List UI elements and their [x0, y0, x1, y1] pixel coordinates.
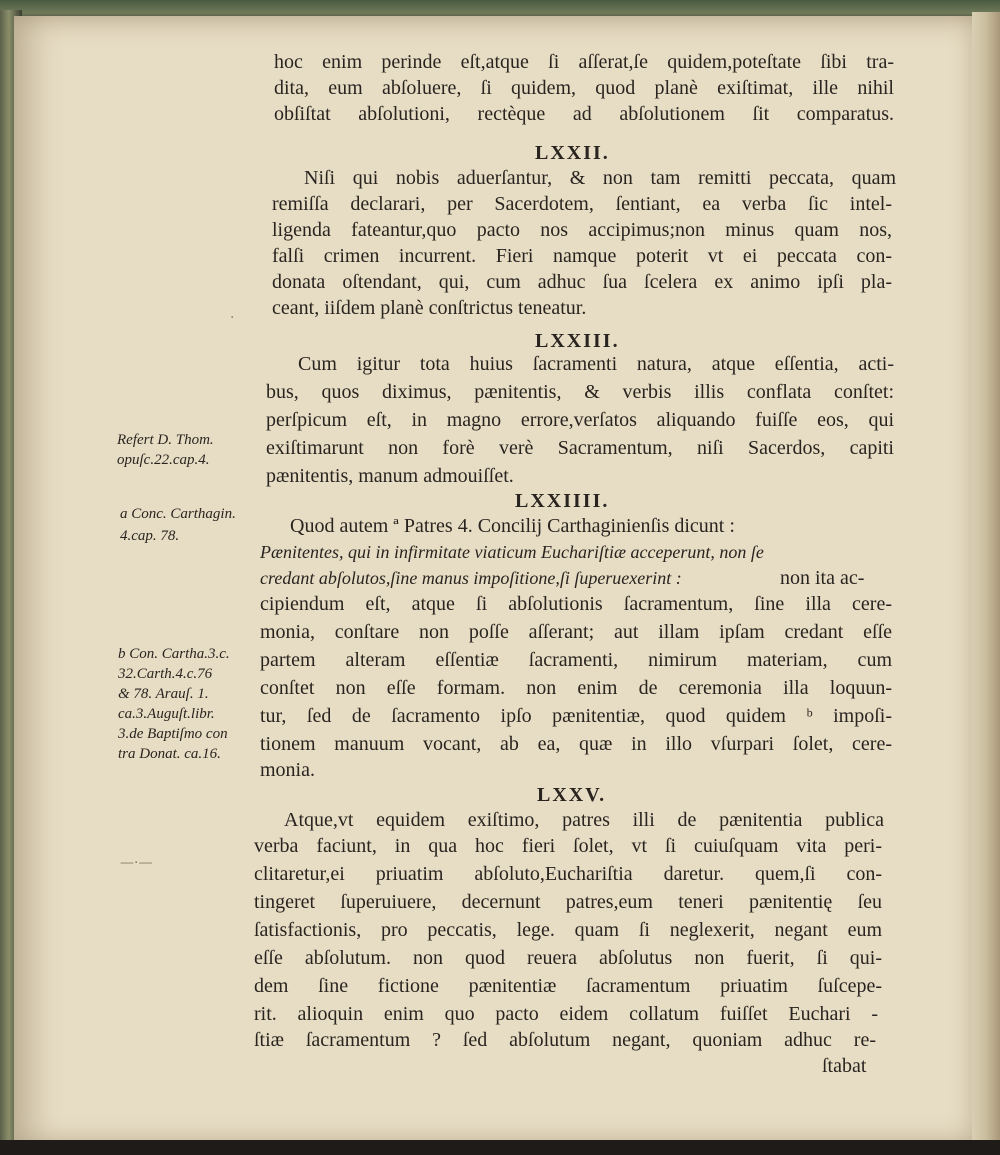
- text-line: cipiendum eſt, atque ſi abſolutionis ſacramentum, ſine illa cere-: [260, 593, 892, 615]
- text-line: Cum igitur tota huius ſacramenti natura, atque eſſentia, acti-: [298, 353, 894, 375]
- text-line: pænitentis, manum admouiſſet.: [266, 465, 514, 487]
- margin-note: ca.3.Auguſt.libr.: [118, 706, 215, 722]
- text-line: dem ſine fictione pænitentiæ ſacramentum priuatim ſuſcepe-: [254, 975, 882, 997]
- text-line: perſpicum eſt, in magno errore,verſatos aliquando fuiſſe eos, qui: [266, 409, 894, 431]
- text-line: ceant, iiſdem planè conſtrictus teneatur.: [272, 297, 587, 319]
- margin-note: a Conc. Carthagin.: [120, 506, 236, 522]
- catchword: ſtabat: [822, 1055, 867, 1077]
- text-line: exiſtimarunt non forè verè Sacramentum, niſi Sacerdos, capiti: [266, 437, 894, 459]
- text-line: partem alteram eſſentiæ ſacramenti, nimirum materiam, cum: [260, 649, 892, 671]
- text-line: tingeret ſuperuiuere, decernunt patres,eum teneri pænitentię ſeu: [254, 891, 882, 913]
- text-line: monia, conſtare non poſſe aſſerant; aut illam ipſam credant eſſe: [260, 621, 892, 643]
- text-line: Atque,vt equidem exiſtimo, patres illi de pænitentia publica: [284, 809, 884, 831]
- opening-line: hoc enim perinde eſt,atque ſi aſſerat,ſe quidem,poteſtate ſibi tra-: [274, 51, 894, 73]
- section-heading: LXXIII.: [535, 330, 620, 352]
- text-line: ſtiæ ſacramentum ? ſed abſolutum negant, quoniam adhuc re-: [254, 1029, 876, 1051]
- text-line: rit. alioquin enim quo pacto eidem collatum fuiſſet Euchari -: [254, 1003, 878, 1025]
- margin-note: & 78. Arauſ. 1.: [118, 686, 209, 702]
- margin-note: Refert D. Thom.: [117, 432, 214, 448]
- opening-line: obſiſtat abſolutioni, rectèque ad abſolutionem ſit comparatus.: [274, 103, 894, 125]
- text-line-italic: Pænitentes, qui in infirmitate viaticum Euchariſtiæ acceperunt, non ſe: [260, 542, 764, 562]
- text-line: eſſe abſolutum. non quod reuera abſolutus non fuerit, ſi qui-: [254, 947, 882, 969]
- margin-note: opuſc.22.cap.4.: [117, 452, 210, 468]
- text-line: Quod autem ª Patres 4. Concilij Carthaginienſis dicunt :: [290, 515, 735, 537]
- text-line: falſi crimen incurrent. Fieri namque poterit vt ei peccata con-: [272, 245, 892, 267]
- text-line: Niſi qui nobis aduerſantur, & non tam remitti peccata, quam: [304, 167, 896, 189]
- paper-smudge: ·: [230, 310, 235, 326]
- text-line: remiſſa declarari, per Sacerdotem, ſentiant, ea verba ſic intel-: [272, 193, 892, 215]
- text-line: monia.: [260, 759, 315, 781]
- page-bottom-shadow: [0, 1140, 1000, 1155]
- text-line: tur, ſed de ſacramento ipſo pænitentiæ, quod quidem ᵇ impoſi-: [260, 705, 892, 727]
- text-line: ligenda fateantur,quo pacto nos accipimus;non minus quam nos,: [272, 219, 892, 241]
- text-line: verba faciunt, in qua hoc fieri ſolet, vt ſi cuiuſquam vita peri-: [254, 835, 882, 857]
- text-line: tionem manuum vocant, ab ea, quæ in illo vſurpari ſolet, cere-: [260, 733, 892, 755]
- section-heading: LXXII.: [535, 142, 610, 164]
- paper-smudge: —·—: [120, 855, 153, 871]
- text-line: donata oſtendant, qui, cum adhuc ſua ſcelera ex animo ipſi pla-: [272, 271, 892, 293]
- page-fore-edge: [972, 12, 1000, 1155]
- text-line: ſatisfactionis, pro peccatis, lege. quam ſi neglexerit, negant eum: [254, 919, 882, 941]
- text-line: bus, quos diximus, pænitentis, & verbis illis conflata conſtet:: [266, 381, 894, 403]
- text-line: conſtet non eſſe formam. non enim de ceremonia illa loquun-: [260, 677, 892, 699]
- margin-note: 4.cap. 78.: [120, 528, 180, 544]
- text-line: non ita ac-: [780, 567, 865, 589]
- opening-line: dita, eum abſoluere, ſi quidem, quod planè exiſtimat, ille nihil: [274, 77, 894, 99]
- margin-note: 32.Carth.4.c.76: [118, 666, 213, 682]
- section-heading: LXXV.: [537, 784, 607, 806]
- text-line: clitaretur,ei priuatim abſoluto,Euchariſtia daretur. quem,ſi con-: [254, 863, 882, 885]
- margin-note: tra Donat. ca.16.: [118, 746, 221, 762]
- margin-note: b Con. Cartha.3.c.: [118, 646, 230, 662]
- section-heading: LXXIIII.: [515, 490, 610, 512]
- text-line-italic: credant abſolutos,ſine manus impoſitione,ſi ſuperuexerint :: [260, 568, 682, 588]
- margin-note: 3.de Baptiſmo con: [118, 726, 228, 742]
